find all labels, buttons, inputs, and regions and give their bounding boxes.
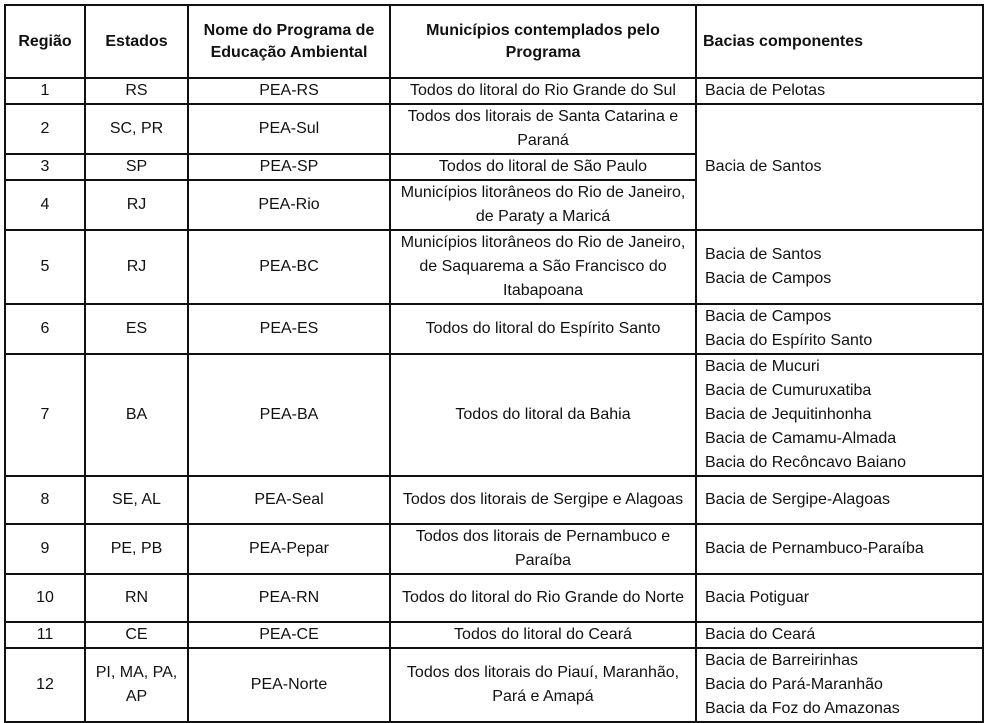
cell-municipios: Todos do litoral do Rio Grande do Sul — [390, 78, 696, 104]
cell-municipios: Todos dos litorais do Piauí, Maranhão, Pará e Amapá — [390, 648, 696, 722]
cell-regiao: 5 — [5, 230, 85, 304]
cell-municipios: Todos do litoral da Bahia — [390, 354, 696, 476]
table-row — [5, 622, 983, 648]
table-row — [5, 354, 983, 476]
bacia-item: Bacia de Sergipe-Alagoas — [705, 491, 891, 508]
bacia-item: Bacia do Ceará — [705, 626, 816, 643]
table-row — [5, 104, 983, 154]
bacia-item: Bacia do Recôncavo Baiano — [705, 454, 907, 471]
cell-municipios: Todos do litoral do Espírito Santo — [390, 304, 696, 354]
table-row — [5, 476, 983, 524]
cell-municipios: Todos dos litorais de Santa Catarina e Paraná — [390, 104, 696, 154]
cell-estados: PI, MA, PA, AP — [85, 648, 188, 722]
cell-regiao: 4 — [5, 180, 85, 230]
cell-programa: PEA-Seal — [188, 476, 390, 524]
cell-regiao: 10 — [5, 574, 85, 622]
table-row — [5, 304, 983, 354]
bacia-item: Bacia Potiguar — [705, 589, 810, 606]
cell-regiao: 3 — [5, 154, 85, 180]
bacia-item: Bacia de Mucuri — [705, 358, 820, 375]
bacia-item: Bacia do Pará-Maranhão — [705, 676, 883, 693]
bacia-item: Bacia de Barreirinhas — [705, 652, 858, 669]
cell-estados: PE, PB — [85, 524, 188, 574]
cell-bacias — [696, 622, 983, 648]
header-municipios: Municípios contemplados pelo Programa — [390, 5, 696, 78]
table-row — [5, 648, 983, 722]
table-row — [5, 524, 983, 574]
cell-regiao: 12 — [5, 648, 85, 722]
table-row — [5, 230, 983, 304]
bacia-item: Bacia de Santos — [705, 158, 822, 175]
cell-regiao: 1 — [5, 78, 85, 104]
cell-bacias — [696, 104, 983, 230]
bacia-item: Bacia de Campos — [705, 270, 832, 287]
bacia-item: Bacia de Campos — [705, 308, 832, 325]
cell-regiao: 6 — [5, 304, 85, 354]
cell-estados: CE — [85, 622, 188, 648]
header-bacias: Bacias componentes — [696, 5, 983, 78]
bacia-item: Bacia de Jequitinhonha — [705, 406, 872, 423]
cell-programa: PEA-Rio — [188, 180, 390, 230]
cell-programa: PEA-Sul — [188, 104, 390, 154]
cell-estados: SP — [85, 154, 188, 180]
cell-estados: RN — [85, 574, 188, 622]
bacia-item: Bacia de Pernambuco-Paraíba — [705, 540, 924, 557]
table-row — [5, 78, 983, 104]
bacia-item: Bacia de Pelotas — [705, 82, 826, 99]
cell-municipios: Todos do litoral do Rio Grande do Norte — [390, 574, 696, 622]
cell-estados: ES — [85, 304, 188, 354]
cell-bacias — [696, 574, 983, 622]
cell-programa: PEA-RS — [188, 78, 390, 104]
cell-bacias — [696, 230, 983, 304]
pea-table — [4, 4, 984, 723]
cell-programa: PEA-RN — [188, 574, 390, 622]
bacia-item: Bacia de Cumuruxatiba — [705, 382, 872, 399]
cell-programa: PEA-ES — [188, 304, 390, 354]
cell-estados: RJ — [85, 230, 188, 304]
cell-municipios: Todos do litoral do Ceará — [390, 622, 696, 648]
cell-regiao: 9 — [5, 524, 85, 574]
header-row — [5, 5, 983, 78]
cell-estados: SE, AL — [85, 476, 188, 524]
table-row — [5, 574, 983, 622]
cell-bacias — [696, 78, 983, 104]
cell-regiao: 7 — [5, 354, 85, 476]
header-estados: Estados — [85, 5, 188, 78]
cell-municipios: Municípios litorâneos do Rio de Janeiro, de Paraty a Maricá — [390, 180, 696, 230]
cell-programa: PEA-Norte — [188, 648, 390, 722]
cell-programa: PEA-CE — [188, 622, 390, 648]
cell-bacias — [696, 304, 983, 354]
cell-programa: PEA-Pepar — [188, 524, 390, 574]
cell-regiao: 11 — [5, 622, 85, 648]
cell-municipios: Todos dos litorais de Pernambuco e Paraíba — [390, 524, 696, 574]
cell-programa: PEA-BA — [188, 354, 390, 476]
cell-programa: PEA-SP — [188, 154, 390, 180]
bacia-item: Bacia do Espírito Santo — [705, 332, 873, 349]
cell-bacias — [696, 648, 983, 722]
cell-regiao: 8 — [5, 476, 85, 524]
bacia-item: Bacia da Foz do Amazonas — [705, 700, 900, 717]
cell-estados: BA — [85, 354, 188, 476]
cell-municipios: Todos dos litorais de Sergipe e Alagoas — [390, 476, 696, 524]
cell-programa: PEA-BC — [188, 230, 390, 304]
cell-estados: RJ — [85, 180, 188, 230]
bacia-item: Bacia de Santos — [705, 246, 822, 263]
header-nome-programa: Nome do Programa de Educação Ambiental — [188, 5, 390, 78]
cell-bacias — [696, 354, 983, 476]
cell-bacias — [696, 524, 983, 574]
cell-estados: RS — [85, 78, 188, 104]
cell-regiao: 2 — [5, 104, 85, 154]
bacia-item: Bacia de Camamu-Almada — [705, 430, 897, 447]
header-regiao: Região — [5, 5, 85, 78]
cell-estados: SC, PR — [85, 104, 188, 154]
cell-bacias — [696, 476, 983, 524]
cell-municipios: Municípios litorâneos do Rio de Janeiro, de Saquarema a São Francisco do Itabapoana — [390, 230, 696, 304]
cell-municipios: Todos do litoral de São Paulo — [390, 154, 696, 180]
